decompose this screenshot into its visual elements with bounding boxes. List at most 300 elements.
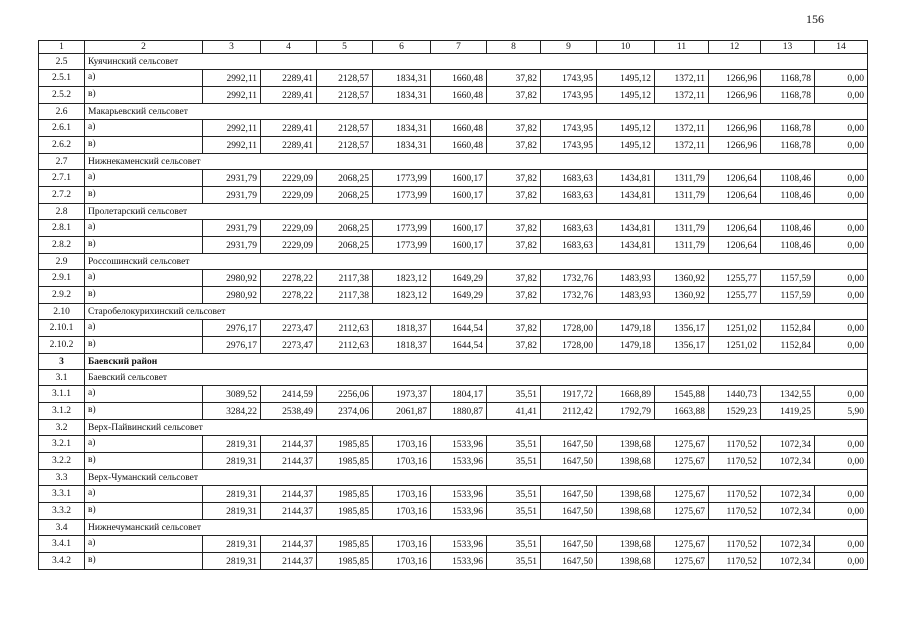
value-cell: 2819,31 [203,503,261,520]
value-cell: 1356,17 [655,337,709,354]
row-code: 2.5 [39,54,85,70]
value-cell: 0,00 [815,503,868,520]
value-cell: 2819,31 [203,536,261,553]
value-cell: 1266,96 [709,70,761,87]
value-cell: 0,00 [815,137,868,154]
value-cell: 35,51 [487,486,541,503]
row-code: 2.10.2 [39,337,85,354]
value-cell: 1703,16 [373,503,431,520]
value-cell: 1152,84 [761,337,815,354]
section-row [39,470,868,486]
section-name: Макарьевский сельсовет [85,104,868,120]
value-cell: 1818,37 [373,320,431,337]
value-cell: 1372,11 [655,120,709,137]
row-code: 2.6.2 [39,137,85,154]
value-cell: 1703,16 [373,536,431,553]
value-cell: 3089,52 [203,386,261,403]
row-label: в) [85,87,203,104]
value-cell: 1434,81 [597,220,655,237]
value-cell: 37,82 [487,87,541,104]
row-label: в) [85,403,203,420]
section-row [39,354,868,370]
value-cell: 1434,81 [597,237,655,254]
value-cell: 1495,12 [597,137,655,154]
column-header: 7 [431,41,487,54]
row-code: 2.7.2 [39,187,85,204]
value-cell: 1773,99 [373,187,431,204]
value-cell: 2976,17 [203,337,261,354]
value-cell: 1533,96 [431,503,487,520]
value-cell: 1683,63 [541,237,597,254]
value-cell: 2289,41 [261,120,317,137]
value-cell: 0,00 [815,320,868,337]
row-code: 2.8.2 [39,237,85,254]
value-cell: 1495,12 [597,120,655,137]
value-cell: 37,82 [487,237,541,254]
row-label: а) [85,320,203,337]
value-cell: 1647,50 [541,486,597,503]
value-cell: 2128,57 [317,120,373,137]
value-cell: 2128,57 [317,70,373,87]
value-cell: 41,41 [487,403,541,420]
value-cell: 1823,12 [373,270,431,287]
value-cell: 1170,52 [709,536,761,553]
table-row [39,486,868,503]
column-header: 11 [655,41,709,54]
row-label: а) [85,386,203,403]
row-code: 3.1.2 [39,403,85,420]
table-row [39,220,868,237]
value-cell: 2144,37 [261,503,317,520]
table-row [39,403,868,420]
table-row [39,120,868,137]
value-cell: 1495,12 [597,87,655,104]
row-code: 3.3.2 [39,503,85,520]
value-cell: 2980,92 [203,270,261,287]
value-cell: 2068,25 [317,170,373,187]
row-label: в) [85,337,203,354]
value-cell: 5,90 [815,403,868,420]
value-cell: 2128,57 [317,87,373,104]
value-cell: 2374,06 [317,403,373,420]
value-cell: 37,82 [487,170,541,187]
value-cell: 0,00 [815,553,868,570]
value-cell: 1398,68 [597,486,655,503]
value-cell: 1356,17 [655,320,709,337]
section-row [39,154,868,170]
value-cell: 2819,31 [203,553,261,570]
value-cell: 35,51 [487,503,541,520]
header-row [39,41,868,54]
value-cell: 1170,52 [709,436,761,453]
value-cell: 1168,78 [761,120,815,137]
value-cell: 1683,63 [541,220,597,237]
section-name: Пролетарский сельсовет [85,204,868,220]
value-cell: 1157,59 [761,270,815,287]
value-cell: 2068,25 [317,187,373,204]
column-header: 2 [85,41,203,54]
value-cell: 1985,85 [317,536,373,553]
value-cell: 37,82 [487,320,541,337]
value-cell: 1398,68 [597,436,655,453]
value-cell: 1804,17 [431,386,487,403]
value-cell: 1985,85 [317,503,373,520]
value-cell: 2229,09 [261,237,317,254]
value-cell: 1398,68 [597,536,655,553]
value-cell: 1743,95 [541,87,597,104]
row-label: а) [85,220,203,237]
section-name: Баевский район [85,354,868,370]
row-code: 2.10 [39,304,85,320]
value-cell: 1266,96 [709,87,761,104]
value-cell: 1647,50 [541,453,597,470]
value-cell: 1206,64 [709,187,761,204]
column-header: 4 [261,41,317,54]
value-cell: 2144,37 [261,453,317,470]
table-row [39,87,868,104]
row-code: 2.6.1 [39,120,85,137]
row-label: в) [85,553,203,570]
value-cell: 1533,96 [431,436,487,453]
row-code: 3.3 [39,470,85,486]
column-header: 8 [487,41,541,54]
value-cell: 0,00 [815,170,868,187]
value-cell: 1483,93 [597,287,655,304]
row-label: а) [85,120,203,137]
value-cell: 2289,41 [261,137,317,154]
value-cell: 37,82 [487,70,541,87]
value-cell: 1342,55 [761,386,815,403]
value-cell: 1647,50 [541,436,597,453]
value-cell: 2068,25 [317,220,373,237]
value-cell: 1311,79 [655,187,709,204]
value-cell: 0,00 [815,237,868,254]
value-cell: 1108,46 [761,187,815,204]
section-name: Куячинский сельсовет [85,54,868,70]
value-cell: 0,00 [815,70,868,87]
value-cell: 1168,78 [761,137,815,154]
value-cell: 1668,89 [597,386,655,403]
value-cell: 2289,41 [261,70,317,87]
value-cell: 2117,38 [317,287,373,304]
value-cell: 1533,96 [431,553,487,570]
section-row [39,204,868,220]
value-cell: 0,00 [815,453,868,470]
value-cell: 1647,50 [541,536,597,553]
value-cell: 1644,54 [431,337,487,354]
value-cell: 1419,25 [761,403,815,420]
row-label: а) [85,170,203,187]
value-cell: 1773,99 [373,237,431,254]
section-name: Верх-Чуманский сельсовет [85,470,868,486]
value-cell: 1168,78 [761,87,815,104]
value-cell: 1483,93 [597,270,655,287]
value-cell: 1834,31 [373,87,431,104]
value-cell: 37,82 [487,287,541,304]
value-cell: 1880,87 [431,403,487,420]
value-cell: 1600,17 [431,220,487,237]
row-code: 2.7.1 [39,170,85,187]
value-cell: 1108,46 [761,237,815,254]
section-row [39,304,868,320]
table-row [39,320,868,337]
row-code: 3.2.1 [39,436,85,453]
table-row [39,137,868,154]
row-code: 2.8 [39,204,85,220]
value-cell: 1647,50 [541,553,597,570]
section-row [39,370,868,386]
row-code: 3.2 [39,420,85,436]
value-cell: 2992,11 [203,70,261,87]
value-cell: 1152,84 [761,320,815,337]
value-cell: 1703,16 [373,436,431,453]
row-label: в) [85,187,203,204]
row-code: 2.9.1 [39,270,85,287]
value-cell: 0,00 [815,337,868,354]
value-cell: 2061,87 [373,403,431,420]
value-cell: 2278,22 [261,287,317,304]
value-cell: 1823,12 [373,287,431,304]
value-cell: 35,51 [487,536,541,553]
value-cell: 1743,95 [541,70,597,87]
value-cell: 37,82 [487,137,541,154]
value-cell: 2229,09 [261,187,317,204]
value-cell: 1275,67 [655,486,709,503]
value-cell: 1251,02 [709,320,761,337]
value-cell: 1683,63 [541,187,597,204]
value-cell: 1732,76 [541,287,597,304]
section-row [39,254,868,270]
value-cell: 1398,68 [597,453,655,470]
value-cell: 2112,63 [317,320,373,337]
section-row [39,104,868,120]
value-cell: 1660,48 [431,87,487,104]
table-row [39,287,868,304]
table-row [39,536,868,553]
value-cell: 1170,52 [709,453,761,470]
value-cell: 0,00 [815,436,868,453]
value-cell: 2273,47 [261,337,317,354]
value-cell: 0,00 [815,187,868,204]
value-cell: 1072,34 [761,553,815,570]
row-label: в) [85,137,203,154]
row-code: 3.1 [39,370,85,386]
row-label: в) [85,287,203,304]
value-cell: 1251,02 [709,337,761,354]
row-label: а) [85,486,203,503]
value-cell: 1660,48 [431,120,487,137]
value-cell: 2273,47 [261,320,317,337]
table-row [39,270,868,287]
value-cell: 1108,46 [761,220,815,237]
table-row [39,70,868,87]
row-code: 2.6 [39,104,85,120]
table-row [39,237,868,254]
value-cell: 1600,17 [431,170,487,187]
table-row [39,187,868,204]
value-cell: 1703,16 [373,553,431,570]
value-cell: 0,00 [815,287,868,304]
value-cell: 37,82 [487,270,541,287]
value-cell: 2538,49 [261,403,317,420]
value-cell: 1360,92 [655,287,709,304]
value-cell: 1372,11 [655,137,709,154]
value-cell: 1743,95 [541,137,597,154]
value-cell: 0,00 [815,270,868,287]
row-code: 3.4 [39,520,85,536]
value-cell: 2931,79 [203,237,261,254]
value-cell: 1170,52 [709,503,761,520]
row-code: 2.5.2 [39,87,85,104]
row-code: 3.1.1 [39,386,85,403]
value-cell: 2976,17 [203,320,261,337]
value-cell: 1255,77 [709,270,761,287]
value-cell: 1818,37 [373,337,431,354]
value-cell: 1311,79 [655,220,709,237]
row-code: 3 [39,354,85,370]
section-row [39,420,868,436]
value-cell: 1255,77 [709,287,761,304]
value-cell: 1108,46 [761,170,815,187]
value-cell: 2144,37 [261,536,317,553]
value-cell: 2992,11 [203,87,261,104]
table-row [39,170,868,187]
value-cell: 2144,37 [261,436,317,453]
value-cell: 37,82 [487,187,541,204]
row-label: а) [85,270,203,287]
value-cell: 2144,37 [261,486,317,503]
value-cell: 2992,11 [203,137,261,154]
section-name: Верх-Пайвинский сельсовет [85,420,868,436]
value-cell: 1434,81 [597,170,655,187]
value-cell: 1743,95 [541,120,597,137]
value-cell: 2229,09 [261,170,317,187]
value-cell: 1703,16 [373,453,431,470]
value-cell: 37,82 [487,120,541,137]
value-cell: 1398,68 [597,553,655,570]
value-cell: 1834,31 [373,70,431,87]
value-cell: 1917,72 [541,386,597,403]
table-row [39,386,868,403]
row-code: 3.4.2 [39,553,85,570]
column-header: 5 [317,41,373,54]
value-cell: 2128,57 [317,137,373,154]
value-cell: 2117,38 [317,270,373,287]
value-cell: 1985,85 [317,553,373,570]
row-code: 3.4.1 [39,536,85,553]
value-cell: 1170,52 [709,486,761,503]
value-cell: 1170,52 [709,553,761,570]
row-label: а) [85,70,203,87]
value-cell: 2819,31 [203,486,261,503]
table-row [39,337,868,354]
value-cell: 1644,54 [431,320,487,337]
value-cell: 1168,78 [761,70,815,87]
column-header: 6 [373,41,431,54]
value-cell: 1479,18 [597,337,655,354]
value-cell: 1275,67 [655,453,709,470]
value-cell: 1773,99 [373,170,431,187]
value-cell: 1533,96 [431,453,487,470]
section-name: Старобелокурихинский сельсовет [85,304,868,320]
row-code: 2.8.1 [39,220,85,237]
value-cell: 1533,96 [431,486,487,503]
value-cell: 1728,00 [541,320,597,337]
table-row [39,553,868,570]
row-code: 2.9.2 [39,287,85,304]
row-label: в) [85,237,203,254]
row-code: 2.5.1 [39,70,85,87]
row-code: 3.3.1 [39,486,85,503]
section-row [39,54,868,70]
value-cell: 1660,48 [431,137,487,154]
value-cell: 0,00 [815,120,868,137]
value-cell: 1206,64 [709,170,761,187]
value-cell: 1834,31 [373,120,431,137]
value-cell: 1434,81 [597,187,655,204]
value-cell: 1834,31 [373,137,431,154]
value-cell: 2068,25 [317,237,373,254]
value-cell: 1072,34 [761,486,815,503]
value-cell: 2992,11 [203,120,261,137]
value-cell: 2819,31 [203,453,261,470]
value-cell: 1311,79 [655,170,709,187]
value-cell: 3284,22 [203,403,261,420]
value-cell: 1372,11 [655,87,709,104]
value-cell: 1495,12 [597,70,655,87]
section-name: Россошинский сельсовет [85,254,868,270]
column-header: 1 [39,41,85,54]
value-cell: 1792,79 [597,403,655,420]
value-cell: 1533,96 [431,536,487,553]
column-header: 3 [203,41,261,54]
value-cell: 2931,79 [203,187,261,204]
column-header: 13 [761,41,815,54]
value-cell: 1683,63 [541,170,597,187]
value-cell: 2289,41 [261,87,317,104]
value-cell: 1157,59 [761,287,815,304]
value-cell: 0,00 [815,386,868,403]
row-label: в) [85,453,203,470]
value-cell: 35,51 [487,553,541,570]
row-label: а) [85,536,203,553]
value-cell: 1600,17 [431,237,487,254]
column-header: 9 [541,41,597,54]
value-cell: 1360,92 [655,270,709,287]
row-code: 2.10.1 [39,320,85,337]
value-cell: 2112,63 [317,337,373,354]
value-cell: 35,51 [487,386,541,403]
row-label: в) [85,503,203,520]
value-cell: 2931,79 [203,220,261,237]
value-cell: 1728,00 [541,337,597,354]
section-name: Нижнекаменский сельсовет [85,154,868,170]
value-cell: 0,00 [815,87,868,104]
value-cell: 1275,67 [655,436,709,453]
value-cell: 1985,85 [317,436,373,453]
value-cell: 0,00 [815,486,868,503]
value-cell: 1773,99 [373,220,431,237]
value-cell: 1311,79 [655,237,709,254]
value-cell: 1660,48 [431,70,487,87]
table-row [39,453,868,470]
value-cell: 1072,34 [761,453,815,470]
value-cell: 1266,96 [709,137,761,154]
value-cell: 1647,50 [541,503,597,520]
value-cell: 2414,59 [261,386,317,403]
row-code: 2.9 [39,254,85,270]
value-cell: 1649,29 [431,287,487,304]
